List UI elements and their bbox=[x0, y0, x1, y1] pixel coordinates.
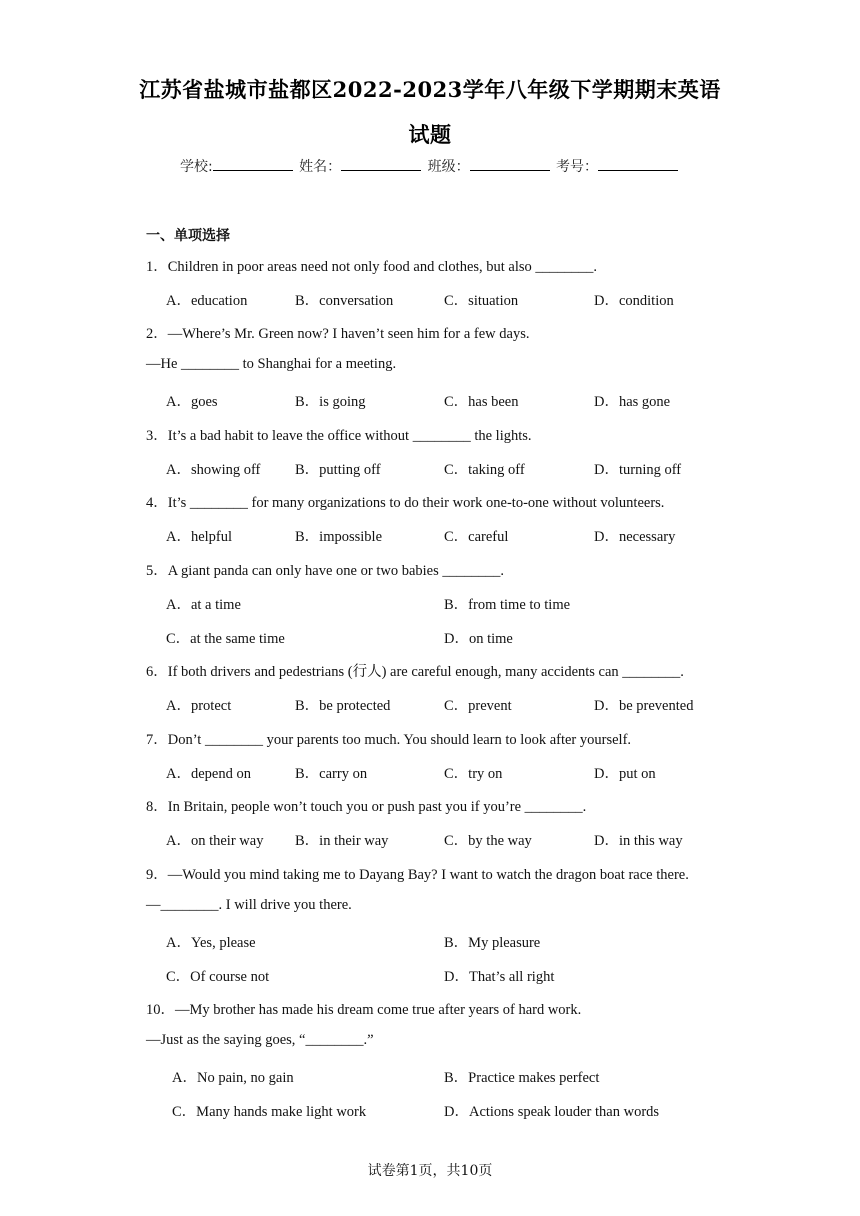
question-9-text: 9．—Would you mind taking me to Dayang Bay? I want to watch the dragon boat race there. bbox=[146, 867, 689, 883]
question-4-text: 4．It’s ________ for many organizations to do their work one-to-one without volunteers. bbox=[146, 495, 665, 511]
question-2-text: 2．—Where’s Mr. Green now? I haven’t seen him for a few days. bbox=[146, 326, 530, 342]
q8-option-a: A．on their way bbox=[166, 833, 264, 849]
q5-option-d: D．on time bbox=[444, 631, 513, 647]
q2-option-d: D．has gone bbox=[594, 394, 671, 410]
school-label: 学校: bbox=[179, 159, 213, 175]
q7-option-b: B．carry on bbox=[295, 766, 368, 782]
q2-option-c: C．has been bbox=[444, 394, 519, 410]
q4-option-c: C．careful bbox=[444, 529, 509, 545]
q10-option-d: D．Actions speak louder than words bbox=[444, 1104, 660, 1120]
q2-option-b: B．is going bbox=[295, 394, 366, 410]
q7-option-a: A．depend on bbox=[166, 766, 251, 782]
q9-option-c: C．Of course not bbox=[166, 969, 270, 985]
q4-option-a: A．helpful bbox=[166, 529, 233, 545]
q8-option-b: B．in their way bbox=[295, 833, 389, 849]
exam-number-blank bbox=[598, 158, 678, 171]
q1-option-b: B．conversation bbox=[295, 293, 394, 309]
q1-option-d: D．condition bbox=[594, 293, 674, 309]
q3-option-b: B．putting off bbox=[295, 462, 381, 478]
q5-option-a: A．at a time bbox=[166, 597, 241, 613]
question-10-text-line-2: —Just as the saying goes, “________.” bbox=[146, 1032, 374, 1048]
class-blank bbox=[470, 158, 550, 171]
question-3-text: 3．It’s a bad habit to leave the office without ________ the lights. bbox=[146, 428, 532, 444]
q7-option-c: C．try on bbox=[444, 766, 503, 782]
q7-option-d: D．put on bbox=[594, 766, 656, 782]
question-2-text-line-2: —He ________ to Shanghai for a meeting. bbox=[146, 356, 397, 372]
q1-option-c: C．situation bbox=[444, 293, 519, 309]
exam-title-line-2: 试题 bbox=[408, 122, 452, 147]
q3-option-d: D．turning off bbox=[594, 462, 682, 478]
name-label: 姓名： bbox=[299, 159, 342, 175]
q6-option-b: B．be protected bbox=[295, 698, 391, 714]
q4-option-d: D．necessary bbox=[594, 529, 676, 545]
page-footer: 试卷第1页，共10页 bbox=[367, 1163, 493, 1179]
q8-option-d: D．in this way bbox=[594, 833, 683, 849]
question-10-text: 10．—My brother has made his dream come true after years of hard work. bbox=[146, 1002, 582, 1018]
exam-title-line-1: 江苏省盐城市盐都区2022-2023学年八年级下学期期末英语 bbox=[139, 77, 721, 102]
section-title: 一、单项选择 bbox=[146, 228, 230, 244]
question-6-text: 6．If both drivers and pedestrians (行人) are careful enough, many accidents can ________. bbox=[146, 664, 684, 680]
q6-option-c: C．prevent bbox=[444, 698, 512, 714]
question-8-text: 8．In Britain, people won’t touch you or push past you if you’re ________. bbox=[146, 799, 587, 815]
q9-option-a: A．Yes, please bbox=[166, 935, 256, 951]
q6-option-d: D．be prevented bbox=[594, 698, 694, 714]
q10-option-b: B．Practice makes perfect bbox=[444, 1070, 600, 1086]
q5-option-b: B．from time to time bbox=[444, 597, 571, 613]
q3-option-a: A．showing off bbox=[166, 462, 261, 478]
question-7-text: 7．Don’t ________ your parents too much. You should learn to look after yourself. bbox=[146, 732, 632, 748]
q3-option-c: C．taking off bbox=[444, 462, 525, 478]
question-9-text-line-2: —________. I will drive you there. bbox=[146, 897, 352, 913]
class-label: 班级： bbox=[427, 159, 470, 175]
q9-option-b: B．My pleasure bbox=[444, 935, 541, 951]
q5-option-c: C．at the same time bbox=[166, 631, 285, 647]
exam-number-label: 考号： bbox=[556, 159, 599, 175]
q2-option-a: A．goes bbox=[166, 394, 218, 410]
student-info-row bbox=[0, 156, 860, 176]
question-1-text: 1．Children in poor areas need not only food and clothes, but also ________. bbox=[146, 259, 598, 275]
q10-option-a: A．No pain, no gain bbox=[172, 1070, 294, 1086]
q10-option-c: C．Many hands make light work bbox=[172, 1104, 367, 1120]
name-blank bbox=[341, 158, 421, 171]
question-5-text: 5．A giant panda can only have one or two babies ________. bbox=[146, 563, 504, 579]
q8-option-c: C．by the way bbox=[444, 833, 532, 849]
q9-option-d: D．That’s all right bbox=[444, 969, 555, 985]
q4-option-b: B．impossible bbox=[295, 529, 383, 545]
q6-option-a: A．protect bbox=[166, 698, 232, 714]
school-blank bbox=[213, 158, 293, 171]
q1-option-a: A．education bbox=[166, 293, 248, 309]
